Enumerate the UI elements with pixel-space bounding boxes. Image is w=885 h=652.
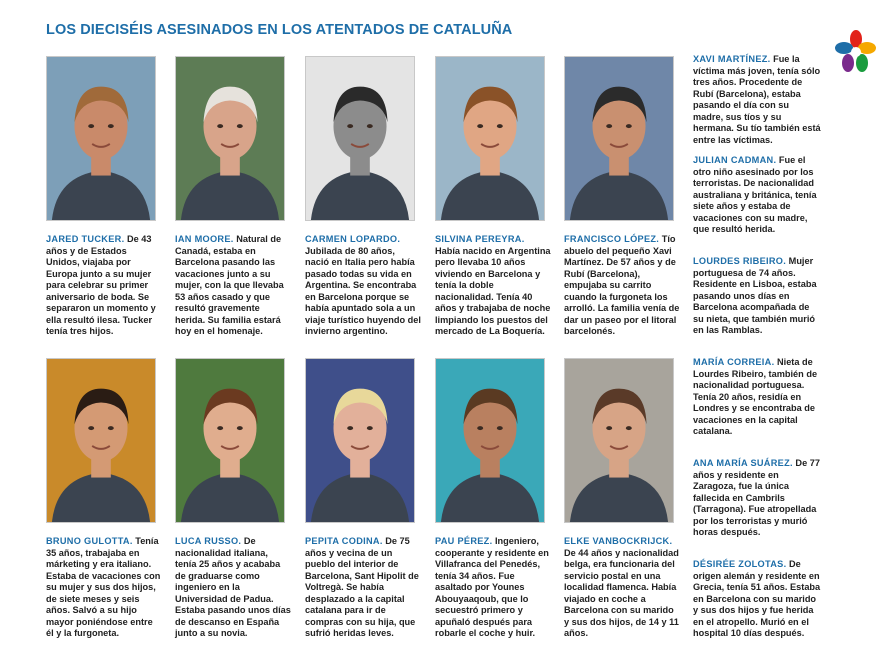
victim-photo — [46, 56, 156, 221]
side-entry — [693, 458, 821, 539]
victim-name: BRUNO GULOTTA. — [46, 536, 133, 546]
victim-bio: De 44 años y nacionalidad belga, era funcionaria del servicio postal en una localidad flamenca. Había viajado en coche a Barcelona con su marido y sus dos hijos, de 14 y 11 años. — [564, 547, 679, 638]
victim-name: XAVI MARTÍNEZ. — [693, 54, 771, 64]
victim-name: MARÍA CORREIA. — [693, 357, 775, 367]
victim-bio: De 77 años y residente en Zaragoza, fue la única fallecida en Cambrils (Tarragona). Fue atropellada por los terroristas y murió horas después. — [693, 458, 820, 537]
victim-photo — [564, 358, 674, 523]
victim-photo — [564, 56, 674, 221]
victim-name: LUCA RUSSO. — [175, 536, 242, 546]
page-title: LOS DIECISÉIS ASESINADOS EN LOS ATENTADOS DE CATALUÑA — [46, 22, 513, 38]
victim-name: LOURDES RIBEIRO. — [693, 256, 787, 266]
side-entry — [693, 54, 821, 146]
victim-bio: Jubilada de 80 años, nació en Italia pero había pasado todas su vida en Argentina. Se encontraba en Barcelona porque se había apuntado sola a un viaje turístico huyendo del invierno argentino. — [305, 245, 421, 336]
victim-bio: Fue la víctima más joven, tenía sólo tres años. Procedente de Rubí (Barcelona), estaba pasando el día con su madre, sus tíos y su hermana. Su tío también está entre las víctimas. — [693, 54, 821, 145]
victim-bio: Tenía 35 años, trabajaba en márketing y era italiano. Estaba de vacaciones con su mujer y sus dos hijos, de siete meses y seis años. Salvó a su hijo mayor poniéndose entre él y la furgoneta. — [46, 536, 161, 638]
flower-logo-icon — [834, 28, 878, 76]
victim-name: SILVINA PEREYRA. — [435, 234, 525, 244]
victim-caption — [305, 536, 421, 640]
victim-name: ANA MARÍA SUÁREZ. — [693, 458, 793, 468]
victim-photo — [175, 56, 285, 221]
victim-photo — [46, 358, 156, 523]
victim-caption — [564, 536, 680, 640]
victim-caption — [564, 234, 680, 338]
victim-photo — [175, 358, 285, 523]
victim-bio: Había nacido en Argentina pero llevaba 10 años viviendo en Barcelona y tenía la doble nacionalidad. Tenía 40 años y trabajaba de noche limpiando los puestos del mercado de La Boquería. — [435, 245, 551, 336]
victim-bio: Tío abuelo del pequeño Xavi Martínez. De 57 años y de Rubí (Barcelona), empujaba su carrito cuando la furgoneta los arrolló. La familia venía de dar un paseo por el litoral barcelonés. — [564, 234, 680, 336]
victim-bio: De nacionalidad italiana, tenía 25 años y acababa de graduarse como ingeniero en la Universidad de Padua. Estaba pasando unos días de descanso en España junto a su novia. — [175, 536, 291, 638]
victim-bio: De 43 años y de Estados Unidos, viajaba por Europa junto a su mujer para celebrar su primer aniversario de boda. Se separaron un momento y ella resultó ilesa. Tucker tenía tres hijos. — [46, 234, 156, 336]
victim-bio: Ingeniero, cooperante y residente en Villafranca del Penedés, tenía 34 años. Fue asaltado por Younes Abouyaaqoub, que lo secuestró primero y apuñaló después para robarle el coche y huir. — [435, 536, 549, 638]
victim-caption — [175, 234, 291, 338]
victim-bio: De 75 años y vecina de un pueblo del interior de Barcelona, Sant Hipolit de Voltregà. Se había desplazado a la capital catalana para ir de compras con su hija, que sufrió heridas leves. — [305, 536, 419, 638]
victim-photo — [435, 358, 545, 523]
side-entry — [693, 357, 821, 438]
victim-caption — [46, 536, 162, 640]
victim-photo — [305, 358, 415, 523]
victim-name: CARMEN LOPARDO. — [305, 234, 401, 244]
victim-caption — [435, 234, 551, 338]
victim-name: PAU PÉREZ. — [435, 536, 493, 546]
victim-caption — [46, 234, 162, 338]
victim-photo — [435, 56, 545, 221]
victim-bio: Fue el otro niño asesinado por los terroristas. De nacionalidad australiana y británica, tenía siete años y estaba de vacaciones con su madre, que resultó herida. — [693, 155, 817, 234]
side-entry — [693, 559, 821, 640]
side-entry — [693, 256, 821, 337]
victim-caption — [435, 536, 551, 640]
victim-bio: Natural de Canadá, estaba en Barcelona pasando las vacaciones junto a su mujer, con la que llevaba 53 años casado y que resultó gravemente herida. Su familia estará hoy en el homenaje. — [175, 234, 284, 336]
victim-caption — [175, 536, 291, 640]
victim-bio: De origen alemán y residente en Grecia, tenía 51 años. Estaba en Barcelona con su marido y sus dos hijos y fue herida en el atropello. Murió en el hospital 10 días después. — [693, 559, 821, 638]
victim-photo — [305, 56, 415, 221]
victim-name: JULIAN CADMAN. — [693, 155, 777, 165]
victim-bio: Nieta de Lourdes Ribeiro, también de nacionalidad portuguesa. Tenía 20 años, residía en Londres y se encontraba de vacaciones en la capital catalana. — [693, 357, 818, 436]
victim-name: ELKE VANBOCKRIJCK. — [564, 536, 673, 546]
victim-name: JARED TUCKER. — [46, 234, 125, 244]
victim-name: FRANCISCO LÓPEZ. — [564, 234, 660, 244]
victim-name: PEPITA CODINA. — [305, 536, 383, 546]
victim-bio: Mujer portuguesa de 74 años. Residente en Lisboa, estaba pasando unos días en Barcelona acompañada de su nieta, que también murió en las Ramblas. — [693, 256, 817, 335]
victim-name: IAN MOORE. — [175, 234, 234, 244]
victim-caption — [305, 234, 421, 338]
victim-name: DÉSIRÉE ZOLOTAS. — [693, 559, 787, 569]
side-entry — [693, 155, 821, 236]
